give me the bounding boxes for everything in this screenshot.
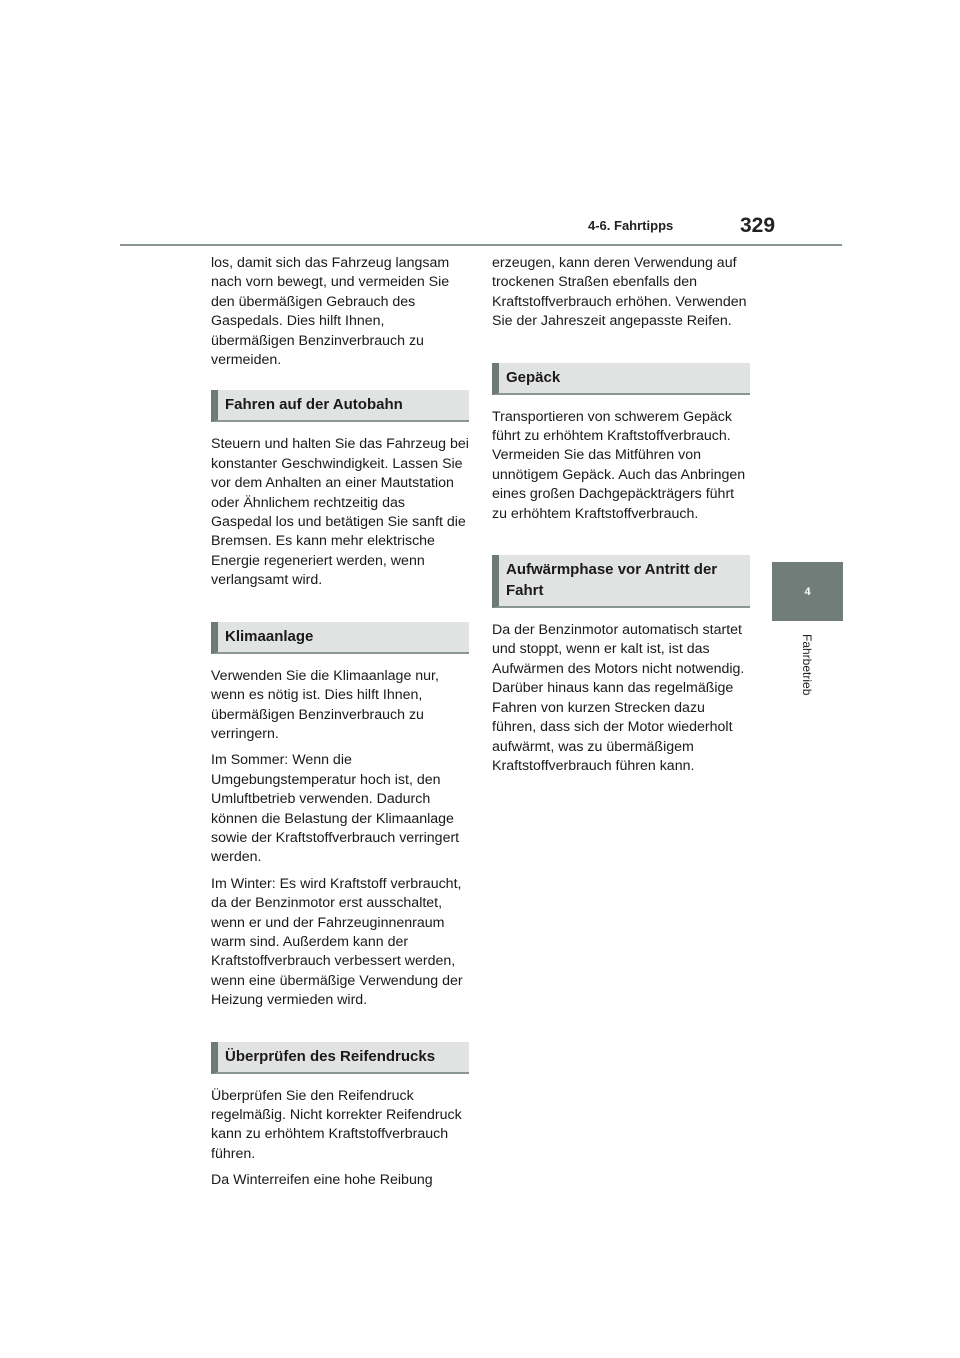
autobahn-paragraph: Steuern und halten Sie das Fahrzeug bei konstanter Geschwindigkeit. Lassen Sie vor dem Anhalten an einer Mautstation oder Ähnlichem rechtzeitig das Gaspedal los und betätigen Sie sanft die Bremsen. Es kann mehr elektrische Energie regeneriert werden, wenn verlangsamt wird. (211, 436, 469, 589)
page-number: 329 (740, 214, 776, 237)
gepaeck-paragraph: Transportieren von schwerem Gepäck führt zu erhöhtem Kraftstoffverbrauch. Vermeiden Sie das Mitführen von unnötigem Gepäck. Auch das Anbringen eines großen Dachgepäckträgers führt zu erhöhtem Kraftstoffverbrauch. (492, 408, 746, 522)
klima-paragraph-3: Im Winter: Es wird Kraftstoff verbraucht, da der Benzinmotor erst ausschaltet, wenn er und der Fahrzeuginnenraum warm sind. Außerdem kann der Kraftstoffverbrauch verbessert werden, wenn eine übermäßige Verwendung der Heizung vermieden wird. (211, 875, 463, 1009)
right-intro-paragraph: erzeugen, kann deren Verwendung auf trockenen Straßen ebenfalls den Kraftstoffverbrauch erhöhen. Verwenden Sie der Jahreszeit angepasste Reifen. (492, 255, 747, 330)
heading-autobahn: Fahren auf der Autobahn (211, 390, 469, 422)
right-column (492, 254, 750, 783)
chapter-number: 4 (804, 585, 811, 598)
klima-paragraph-2: Im Sommer: Wenn die Umgebungstemperatur hoch ist, den Umluftbetrieb verwenden. Dadurch können die Belastung der Klimaanlage sowie der Kraftstoffverbrauch verringert werden. (211, 752, 460, 866)
klima-paragraph-1: Verwenden Sie die Klimaanlage nur, wenn es nötig ist. Dies hilft Ihnen, übermäßigen Benzinverbrauch zu verringern. (211, 667, 439, 742)
intro-paragraph: los, damit sich das Fahrzeug langsam nach vorn bewegt, und vermeiden Sie den übermäßigen Gebrauch des Gaspedals. Dies hilft Ihnen, übermäßigen Benzinverbrauch zu vermeiden. (211, 255, 450, 369)
heading-gepaeck: Gepäck (492, 363, 750, 395)
reifen-paragraph-2: Da Winterreifen eine hohe Reibung (211, 1172, 433, 1189)
aufwaerm-paragraph: Da der Benzinmotor automatisch startet und stoppt, wenn er kalt ist, ist das Aufwärmen des Motors nicht notwendig. Darüber hinaus kann das regelmäßige Fahren von kurzen Strecken dazu führen, dass sich der Motor wiederholt aufwärmt, was zu übermäßigem Kraftstoffverbrauch führen kann. (492, 622, 745, 774)
heading-aufwaermphase: Aufwärmphase vor Antritt der Fahrt (492, 555, 750, 608)
chapter-tab (772, 562, 843, 621)
header-section-title: 4-6. Fahrtipps (588, 218, 674, 233)
reifen-paragraph-1: Überprüfen Sie den Reifendruck regelmäßig. Nicht korrekter Reifendruck kann zu erhöhtem Kraftstoffverbrauch führen. (211, 1087, 462, 1162)
left-column (211, 254, 469, 1198)
heading-klimaanlage: Klimaanlage (211, 622, 469, 654)
heading-reifendruck: Überprüfen des Reifendrucks (211, 1042, 469, 1074)
chapter-label: Fahrbetrieb (800, 634, 814, 696)
header-divider (120, 244, 842, 246)
